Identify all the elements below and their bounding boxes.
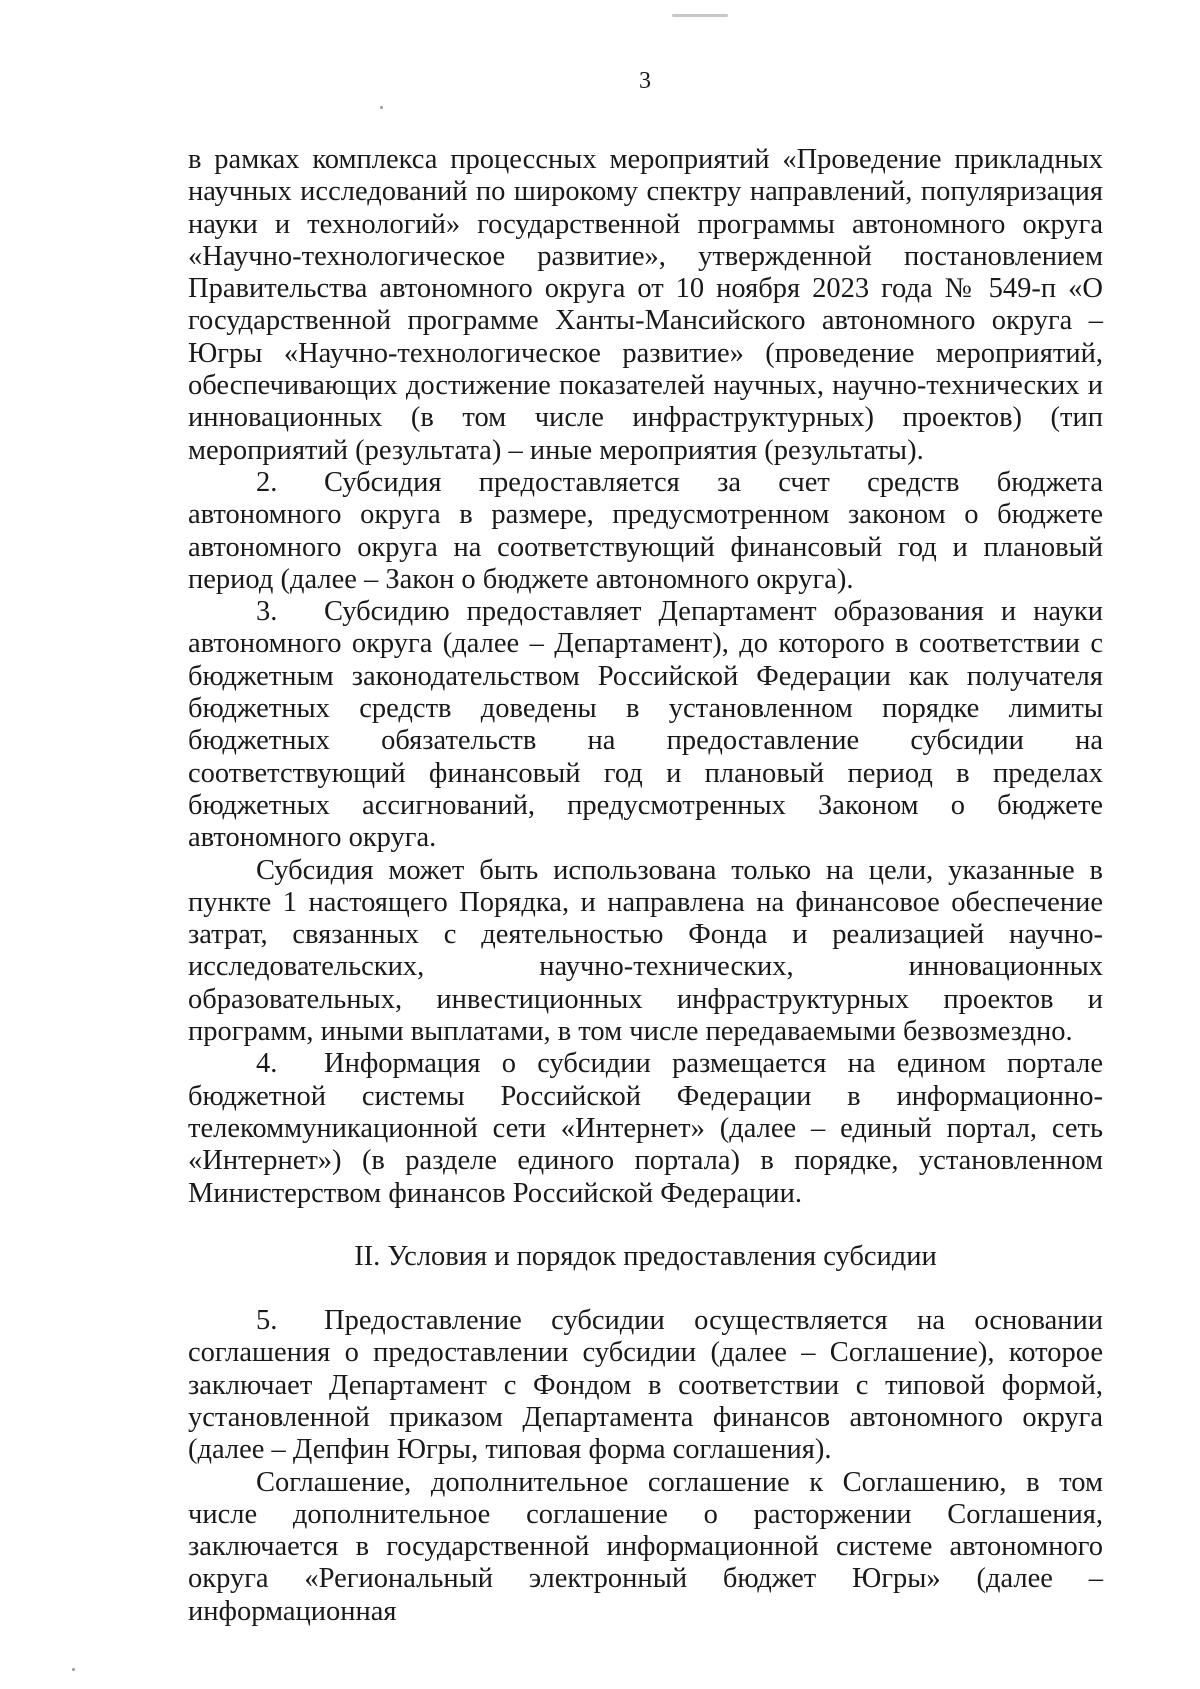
paragraph-3: [188, 596, 1103, 854]
page-number: 3: [639, 68, 651, 94]
document-body: [188, 144, 1103, 1628]
paragraph-5-agreement: [188, 1467, 1103, 1628]
paragraph-number: 4.: [256, 1048, 278, 1080]
paragraph-text: Информация о субсидии размещается на едином портале бюджетной системы Российской Федерации в информационно-телекоммуникационной сети «Интернет» (далее – единый портал, сеть «Интернет») (в разделе единого портала) в порядке, установленном Министерством финансов Российской Федерации.: [188, 1048, 1103, 1209]
paragraph-text: в рамках комплекса процессных мероприятий «Проведение прикладных научных исследований по широкому спектру направлений, популяризация науки и технологий» государственной программы автономного округа «Научно-технологическое развитие», утвержденной постановлением Правительства автономного округа от 10 ноября 2023 года № 549-п «О государственной программе Ханты-Мансийского автономного округа – Югры «Научно-технологическое развитие» (проведение мероприятий, обеспечивающих достижение показателей научных, научно-технических и инновационных (в том числе инфраструктурных) проектов) (тип мероприятий (результата) – иные мероприятия (результаты).: [188, 144, 1103, 466]
paragraph-number: 2.: [256, 466, 278, 498]
paragraph-text: Субсидия может быть использована только на цели, указанные в пункте 1 настоящего Порядка, и направлена на финансовое обеспечение затрат, связанных с деятельностью Фонда и реализацией научно-исследовательских, научно-технических, инновационных образовательных, инвестиционных инфраструктурных проектов и программ, иными выплатами, в том числе передаваемыми безвозмездно.: [188, 854, 1103, 1048]
paragraph-number: 5.: [256, 1305, 278, 1337]
scan-artifact: [672, 14, 728, 17]
paragraph-2: [188, 467, 1103, 596]
scan-artifact: [72, 1668, 75, 1671]
paragraph-3-subsidy-use: [188, 855, 1103, 1049]
scan-artifact: [380, 106, 383, 109]
paragraph-text: Субсидия предоставляется за счет средств бюджета автономного округа в размере, предусмотренном законом о бюджете автономного округа на соответствующий финансовый год и плановый период (далее – Закон о бюджете автономного округа).: [188, 466, 1103, 595]
paragraph-number: 3.: [256, 596, 278, 628]
paragraph-text: Соглашение, дополнительное соглашение к Соглашению, в том числе дополнительное соглашение о расторжении Соглашения, заключается в государственной информационной системе автономного округа «Региональный электронный бюджет Югры» (далее – информационная: [188, 1466, 1103, 1627]
paragraph-1-continuation: [188, 144, 1103, 467]
section-heading: II. Условия и порядок предоставления субсидии: [354, 1240, 937, 1272]
paragraph-4: [188, 1048, 1103, 1209]
paragraph-5: [188, 1305, 1103, 1466]
paragraph-text: Предоставление субсидии осуществляется на основании соглашения о предоставлении субсидии (далее – Соглашение), которое заключает Департамент с Фондом в соответствии с типовой формой, установленной приказом Департамента финансов автономного округа (далее – Депфин Югры, типовая форма соглашения).: [188, 1305, 1103, 1466]
paragraph-text: Субсидию предоставляет Департамент образования и науки автономного округа (далее – Департамент), до которого в соответствии с бюджетным законодательством Российской Федерации как получателя бюджетных средств доведены в установленном порядке лимиты бюджетных обязательств на предоставление субсидии на соответствующий финансовый год и плановый период в пределах бюджетных ассигнований, предусмотренных Законом о бюджете автономного округа.: [188, 596, 1103, 854]
